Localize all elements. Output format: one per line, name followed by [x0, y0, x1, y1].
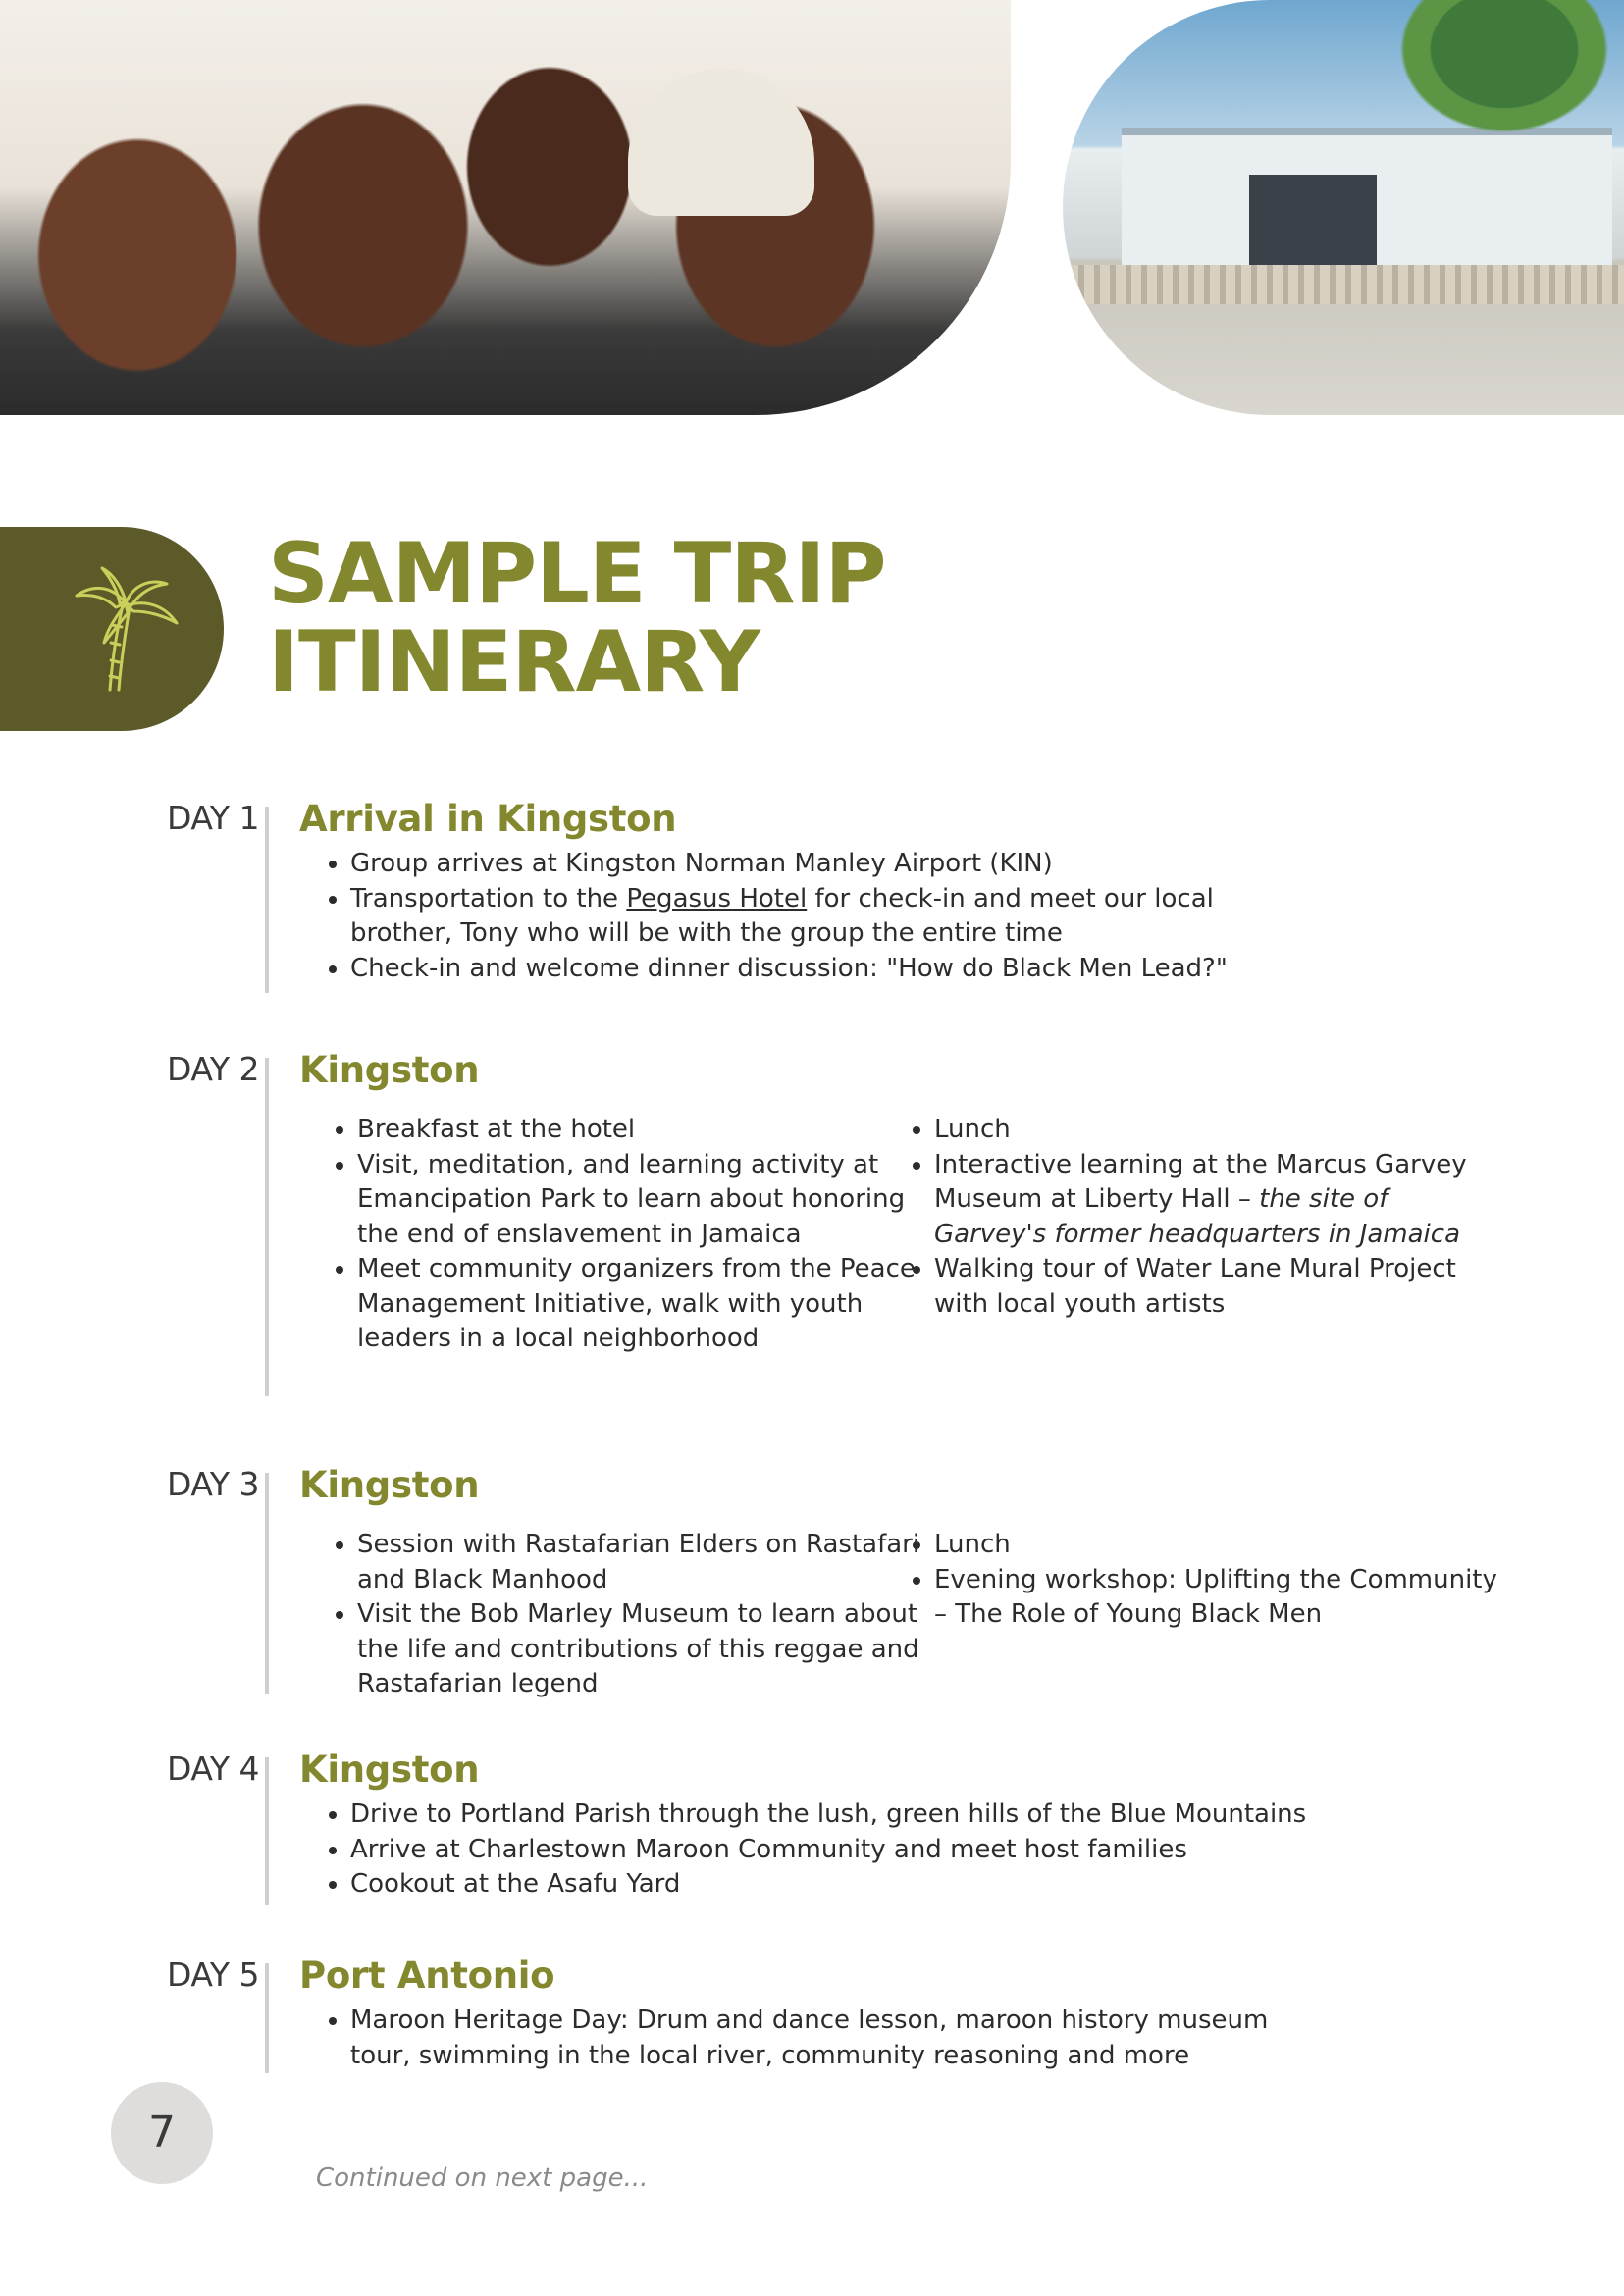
list-item: • Session with Rastafarian Elders on Rastafari and Black Manhood [357, 1528, 924, 1597]
list-item: • Lunch [934, 1528, 1498, 1563]
day-2-list-col2 [883, 1113, 1498, 1322]
group-photo [0, 0, 1011, 415]
list-item: • Visit, meditation, and learning activity at Emancipation Park to learn about honoring the end of enslavement in Jamaica [357, 1148, 924, 1253]
title-tab [0, 527, 224, 731]
page-title [268, 525, 886, 711]
day-title: Arrival in Kingston [299, 798, 677, 840]
day-divider [265, 1963, 269, 2073]
list-item: • Cookout at the Asafu Yard [350, 1867, 1430, 1903]
day-label: DAY 4 [167, 1749, 259, 1788]
day-title: Port Antonio [299, 1955, 555, 1997]
day-1-list [299, 847, 1322, 986]
day-divider [265, 1473, 269, 1694]
day-divider [265, 1058, 269, 1396]
list-item: • Transportation to the Pegasus Hotel for check-in and meet our local brother, Tony who will be with the group the entire time [350, 882, 1322, 952]
white-beanie-shape [628, 69, 814, 216]
day-3-list-col2 [883, 1528, 1498, 1633]
list-item: • Breakfast at the hotel [357, 1113, 924, 1148]
day-2-list-col1 [306, 1113, 924, 1357]
page-number-badge: 7 [111, 2082, 213, 2184]
day-3-list-col1 [306, 1528, 924, 1702]
list-item: • Interactive learning at the Marcus Garvey Museum at Liberty Hall – the site of Garvey's former headquarters in Jamaica [934, 1148, 1498, 1253]
palm-tree-icon [69, 566, 182, 692]
day-title: Kingston [299, 1464, 480, 1506]
title-line-1: SAMPLE TRIP [268, 525, 886, 623]
list-item: • Arrive at Charlestown Maroon Community and meet host families [350, 1833, 1430, 1868]
list-item: • Meet community organizers from the Peace Management Initiative, walk with youth leaders in a local neighborhood [357, 1252, 924, 1357]
list-item: • Visit the Bob Marley Museum to learn about the life and contributions of this reggae and Rastafarian legend [357, 1597, 924, 1702]
pegasus-hotel-link[interactable]: Pegasus Hotel [626, 883, 808, 913]
palm-tree-shape [1357, 0, 1624, 167]
day-divider [265, 807, 269, 993]
list-item: • Walking tour of Water Lane Mural Project with local youth artists [934, 1252, 1498, 1322]
list-item: • Drive to Portland Parish through the lush, green hills of the Blue Mountains [350, 1798, 1430, 1833]
fence-shape [1063, 265, 1624, 304]
day-divider [265, 1757, 269, 1905]
title-line-2: ITINERARY [268, 613, 760, 711]
day-title: Kingston [299, 1748, 480, 1791]
street-photo [1063, 0, 1624, 415]
list-item: • Maroon Heritage Day: Drum and dance lesson, maroon history museum tour, swimming in the local river, community reasoning and more [350, 2004, 1332, 2073]
list-item: • Group arrives at Kingston Norman Manley Airport (KIN) [350, 847, 1322, 882]
list-item: • Check-in and welcome dinner discussion: "How do Black Men Lead?" [350, 952, 1322, 987]
continued-note: Continued on next page... [316, 2164, 649, 2193]
day-label: DAY 2 [167, 1050, 259, 1088]
list-item: • Lunch [934, 1113, 1498, 1148]
day-label: DAY 5 [167, 1956, 259, 1994]
day-label: DAY 1 [167, 799, 259, 837]
day-4-list [299, 1798, 1430, 1903]
day-5-list [299, 2004, 1332, 2073]
list-item: • Evening workshop: Uplifting the Community – The Role of Young Black Men [934, 1563, 1498, 1633]
day-label: DAY 3 [167, 1465, 259, 1503]
day-title: Kingston [299, 1049, 480, 1091]
